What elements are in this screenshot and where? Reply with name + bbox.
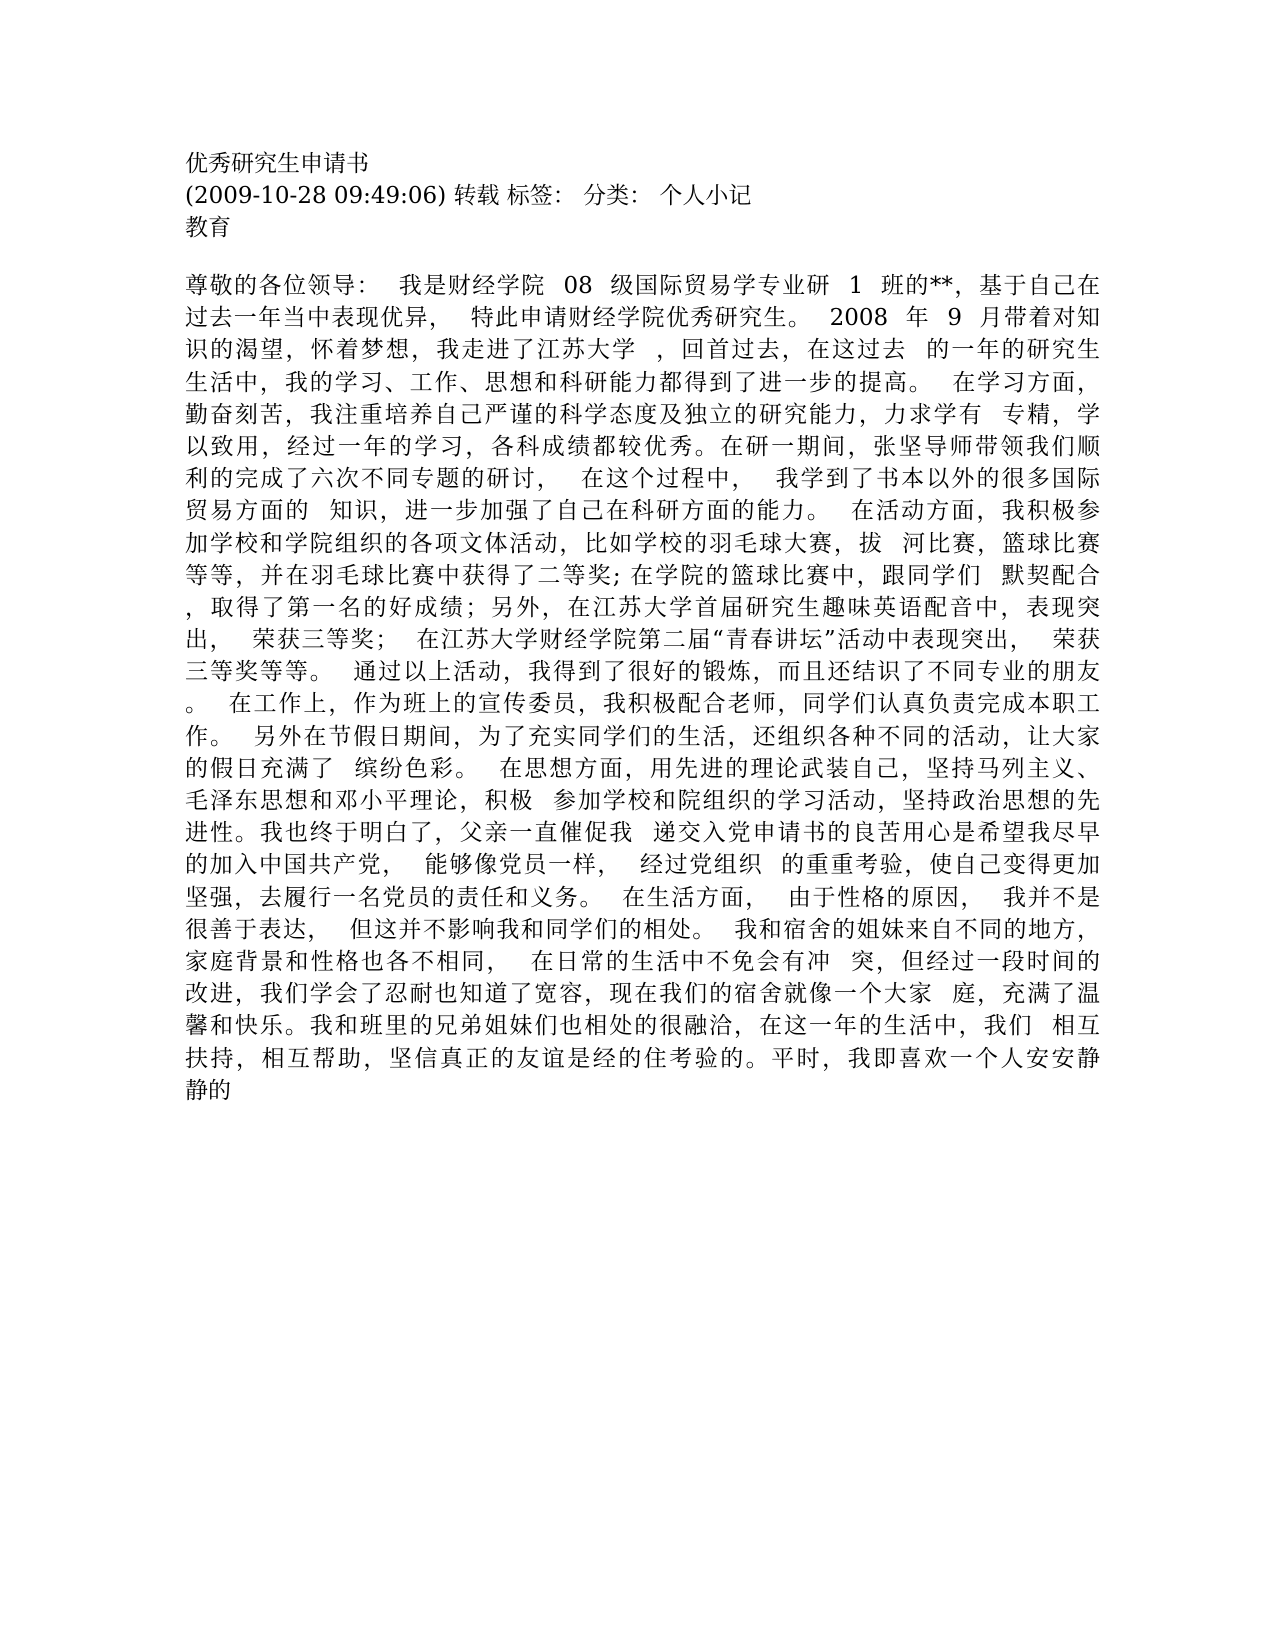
body-line: 作。 另外在节假日期间，为了充实同学们的生活，还组织各种不同的活动，让大家: [185, 723, 1100, 750]
body-line: 等等，并在羽毛球比赛中获得了二等奖; 在学院的篮球比赛中，跟同学们 默契配合: [185, 562, 1100, 589]
body-line: 改进，我们学会了忍耐也知道了宽容，现在我们的宿舍就像一个大家 庭，充满了温: [185, 981, 1100, 1008]
body-line: 的加入中国共产党， 能够像党员一样， 经过党组织 的重重考验，使自己变得更加: [185, 852, 1100, 879]
body-line: 勤奋刻苦，我注重培养自己严谨的科学态度及独立的研究能力，力求学有 专精，学: [185, 401, 1100, 428]
body-line: 进性。我也终于明白了，父亲一直催促我 递交入党申请书的良苦用心是希望我尽早: [185, 820, 1100, 847]
document-title: 优秀研究生申请书: [185, 151, 369, 177]
body-line: ，取得了第一名的好成绩；另外，在江苏大学首届研究生趣味英语配音中，表现突: [185, 594, 1100, 621]
body-line: 馨和快乐。我和班里的兄弟姐妹们也相处的很融洽，在这一年的生活中，我们 相互: [185, 1013, 1100, 1040]
category-tag: 教育: [185, 215, 231, 241]
body-line: 利的完成了六次不同专题的研讨， 在这个过程中， 我学到了书本以外的很多国际: [185, 466, 1100, 493]
body-line: 家庭背景和性格也各不相同， 在日常的生活中不免会有冲 突，但经过一段时间的: [185, 948, 1100, 975]
body-line: 三等奖等等。 通过以上活动，我得到了很好的锻炼，而且还结识了不同专业的朋友: [185, 659, 1100, 686]
body-line: 静的: [185, 1077, 231, 1104]
body-line: 。 在工作上，作为班上的宣传委员，我积极配合老师，同学们认真负责完成本职工: [185, 691, 1100, 718]
body-line: 出， 荣获三等奖； 在江苏大学财经学院第二届“青春讲坛”活动中表现突出， 荣获: [185, 627, 1100, 654]
body-line: 过去一年当中表现优异， 特此申请财经学院优秀研究生。 2008 年 9 月带着对知: [185, 305, 1100, 332]
body-line: 加学校和学院组织的各项文体活动，比如学校的羽毛球大赛，拔 河比赛，篮球比赛: [185, 530, 1100, 557]
body-line: 很善于表达， 但这并不影响我和同学们的相处。 我和宿舍的姐妹来自不同的地方，: [185, 916, 1100, 943]
body-line: 毛泽东思想和邓小平理论，积极 参加学校和院组织的学习活动，坚持政治思想的先: [185, 788, 1100, 814]
body-line: 扶持，相互帮助，坚信真正的友谊是经的住考验的。平时，我即喜欢一个人安安静: [185, 1045, 1100, 1072]
body-line: 以致用，经过一年的学习，各科成绩都较优秀。在研一期间，张坚导师带领我们顺: [185, 433, 1100, 460]
body-line: 识的渴望，怀着梦想，我走进了江苏大学 ，回首过去，在这过去 的一年的研究生: [185, 337, 1100, 364]
document-body: [185, 270, 1100, 1107]
body-line: 的假日充满了 缤纷色彩。 在思想方面，用先进的理论武装自己，坚持马列主义、: [185, 755, 1100, 782]
body-line: 贸易方面的 知识，进一步加强了自己在科研方面的能力。 在活动方面，我积极参: [185, 498, 1100, 525]
document-header: [185, 148, 1095, 244]
document-meta: (2009-10-28 09:49:06) 转载 标签： 分类： 个人小记: [185, 183, 752, 209]
body-line: 坚强，去履行一名党员的责任和义务。 在生活方面， 由于性格的原因， 我并不是: [185, 884, 1100, 911]
body-line: 尊敬的各位领导： 我是财经学院 08 级国际贸易学专业研 1 班的**，基于自己在: [185, 273, 1100, 299]
body-line: 生活中，我的学习、工作、思想和科研能力都得到了进一步的提高。 在学习方面，: [185, 369, 1100, 396]
